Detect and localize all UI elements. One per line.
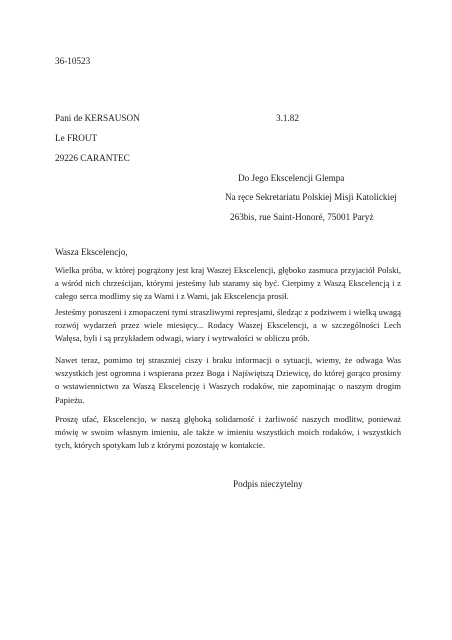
paragraph-3: Nawet teraz, pomimo tej straszniej ciszy i braku informacji o sytuacji, wiemy, że odwaga Was wszystkich jest ogromna i wspierana przez Boga i Najświętszą Dziewicę, do której gorąco prosimy o wstawiennictwo za Waszą Ekscelencję i Waszych rodaków, nie zapominając o naszym drogim Papieżu. bbox=[55, 355, 401, 405]
paragraph-2: Jesteśmy poruszeni i zmopaczeni tymi straszliwymi represjami, śledząc z podziwem i wielką uwagą rozwój wydarzeń przez wiele miesięcy... Rodacy Waszej Ekscelencji, a w szczególności Lech Wałęsa, byli i są przykładem odwagi, wiary i wytrwałości w obliczu prób. bbox=[55, 307, 401, 344]
salutation: Wasza Ekscelencjo, bbox=[55, 247, 128, 257]
recipient-line-3: 263bis, rue Saint-Honoré, 75001 Paryż bbox=[230, 212, 374, 222]
signature-note: Podpis nieczytelny bbox=[233, 479, 303, 489]
sender-city: 29226 CARANTEC bbox=[55, 153, 130, 163]
paragraph-4: Proszę ufać, Ekscelencjo, w naszą głęboką solidarność i żarliwość naszych modlitw, ponieważ mówię w swoim własnym imieniu, ale także w imieniu wszystkich moich rodaków, i wszystkich tych, których spotykam lub z którymi pozostaję w kontakcie. bbox=[55, 414, 401, 451]
sender-name: Pani de KERSAUSON bbox=[55, 113, 140, 123]
sender-street: Le FROUT bbox=[55, 133, 98, 143]
paragraph-1: Wielka próba, w której pogrążony jest kraj Waszej Ekscelencji, głęboko zasmuca przyjaciół Polski, a wśród nich chrześcijan, którymi jesteśmy lub staramy się być. Cierpimy z Waszą Ekscelencją i z całego serca modlimy się za Wami i z Wami, jak Ekscelencja prosił. bbox=[55, 265, 401, 302]
letter-date: 3.1.82 bbox=[276, 113, 299, 123]
reference-number: 36-10523 bbox=[55, 56, 91, 66]
recipient-line-1: Do Jego Ekscelencji Glempa bbox=[238, 173, 345, 183]
recipient-line-2: Na ręce Sekretariatu Polskiej Misji Katolickiej bbox=[225, 192, 397, 202]
